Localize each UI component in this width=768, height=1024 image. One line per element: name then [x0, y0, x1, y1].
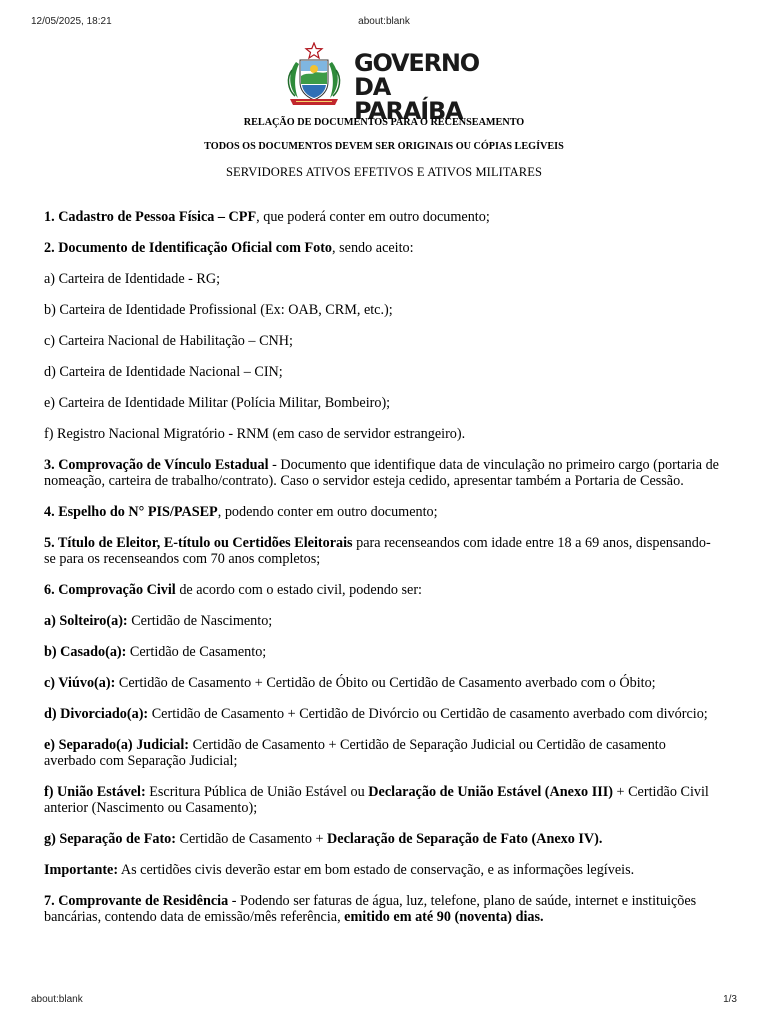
item-pis-text: , podendo conter em outro documento; — [217, 504, 438, 520]
item-identification-text: , sendo aceito: — [332, 240, 414, 256]
item-fato-label: g) Separação de Fato: — [44, 831, 176, 847]
item-id-military: e) Carteira de Identidade Militar (Polícia Militar, Bombeiro); — [44, 395, 391, 411]
item-id-cnh: c) Carteira Nacional de Habilitação – CNH; — [44, 333, 293, 349]
item-solteiro-label: a) Solteiro(a): — [44, 613, 128, 629]
government-name-line2: DA PARAÍBA — [354, 73, 463, 125]
item-separado-text: Certidão de Casamento + Certidão de Separação Judicial ou Certidão de casamento averbado com Separação Judicial; — [44, 737, 666, 769]
print-page-title: about:blank — [358, 16, 410, 27]
item-identification-label: 2. Documento de Identificação Oficial com Foto — [44, 240, 333, 256]
item-id-rnm: f) Registro Nacional Migratório - RNM (em caso de servidor estrangeiro). — [44, 426, 466, 442]
item-importante-text: As certidões civis deverão estar em bom estado de conservação, e as informações legíveis. — [118, 862, 635, 878]
document-subtitle: TODOS OS DOCUMENTOS DEVEM SER ORIGINAIS OU CÓPIAS LEGÍVEIS — [204, 141, 564, 152]
coat-of-arms-icon — [282, 42, 346, 108]
item-fato-annex: Declaração de Separação de Fato (Anexo IV). — [327, 831, 603, 847]
item-importante-label: Importante: — [44, 862, 119, 878]
item-separado-label: e) Separado(a) Judicial: — [44, 737, 190, 753]
item-pis — [44, 504, 720, 520]
item-uniao-text: Escritura Pública de União Estável ou — [145, 784, 369, 800]
item-divorciado-text: Certidão de Casamento + Certidão de Divórcio ou Certidão de casamento averbado com divórcio; — [148, 706, 708, 722]
item-id-professional: b) Carteira de Identidade Profissional (Ex: OAB, CRM, etc.); — [44, 302, 393, 318]
print-datetime: 12/05/2025, 18:21 — [31, 16, 112, 27]
item-solteiro-text: Certidão de Nascimento; — [127, 613, 273, 629]
item-uniao-annex: Declaração de União Estável (Anexo III) — [368, 784, 613, 800]
government-name — [354, 51, 502, 123]
document-section-title: SERVIDORES ATIVOS EFETIVOS E ATIVOS MILITARES — [225, 165, 543, 179]
item-fato — [44, 831, 720, 847]
item-civil-text: de acordo com o estado civil, podendo ser: — [175, 582, 423, 598]
item-divorciado — [44, 706, 720, 722]
item-civil — [44, 582, 720, 598]
item-viuvo-text: Certidão de Casamento + Certidão de Óbito ou Certidão de Casamento averbado com o Óbito; — [115, 675, 656, 691]
government-name-line1: GOVERNO — [354, 49, 479, 77]
item-civil-label: 6. Comprovação Civil — [44, 582, 176, 598]
item-divorciado-label: d) Divorciado(a): — [44, 706, 149, 722]
item-cpf-label: 1. Cadastro de Pessoa Física – CPF — [44, 209, 257, 225]
item-pis-label: 4. Espelho do N° PIS/PASEP — [44, 504, 218, 520]
print-url: about:blank — [31, 994, 83, 1005]
item-eleitor-label: 5. Título de Eleitor, E-título ou Certidões Eleitorais — [44, 535, 353, 551]
item-solteiro — [44, 613, 720, 629]
item-vinculo-label: 3. Comprovação de Vínculo Estadual — [44, 457, 269, 473]
item-id-rg: a) Carteira de Identidade - RG; — [44, 271, 221, 287]
document-title: RELAÇÃO DE DOCUMENTOS PARA O RECENSEAMENTO — [243, 117, 525, 128]
item-uniao-label: f) União Estável: — [44, 784, 146, 800]
item-eleitor-text: para recenseandos com idade entre 18 a 69 anos, dispensando-se para os recenseandos com 70 anos completos; — [44, 535, 711, 567]
item-residencia — [44, 893, 720, 925]
item-eleitor — [44, 535, 720, 567]
document-body — [44, 209, 720, 940]
item-uniao — [44, 784, 720, 816]
item-separado — [44, 737, 720, 769]
item-vinculo — [44, 457, 720, 489]
item-residencia-text: - Podendo ser faturas de água, luz, telefone, plano de saúde, internet e instituições bancárias, contendo data de emissão/mês referência, — [44, 893, 697, 925]
print-page-number: 1/3 — [723, 994, 737, 1005]
item-cpf-text: , que poderá conter em outro documento; — [256, 209, 490, 225]
item-residencia-deadline: emitido em até 90 (noventa) dias. — [344, 909, 544, 925]
item-identification — [44, 240, 720, 256]
item-casado — [44, 644, 720, 660]
item-importante — [44, 862, 720, 878]
item-vinculo-text: - Documento que identifique data de vinculação no primeiro cargo (portaria de nomeação, carteira de trabalho/contrato). Caso o servidor esteja cedido, apresentar também a Portaria de Cessão. — [44, 457, 719, 489]
item-residencia-label: 7. Comprovante de Residência — [44, 893, 229, 909]
item-uniao-text2: + Certidão Civil anterior (Nascimento ou Casamento); — [44, 784, 709, 816]
item-cpf — [44, 209, 720, 225]
item-casado-label: b) Casado(a): — [44, 644, 127, 660]
item-casado-text: Certidão de Casamento; — [126, 644, 267, 660]
item-fato-text: Certidão de Casamento + — [176, 831, 328, 847]
item-viuvo — [44, 675, 720, 691]
item-viuvo-label: c) Viúvo(a): — [44, 675, 116, 691]
item-id-cin: d) Carteira de Identidade Nacional – CIN; — [44, 364, 283, 380]
